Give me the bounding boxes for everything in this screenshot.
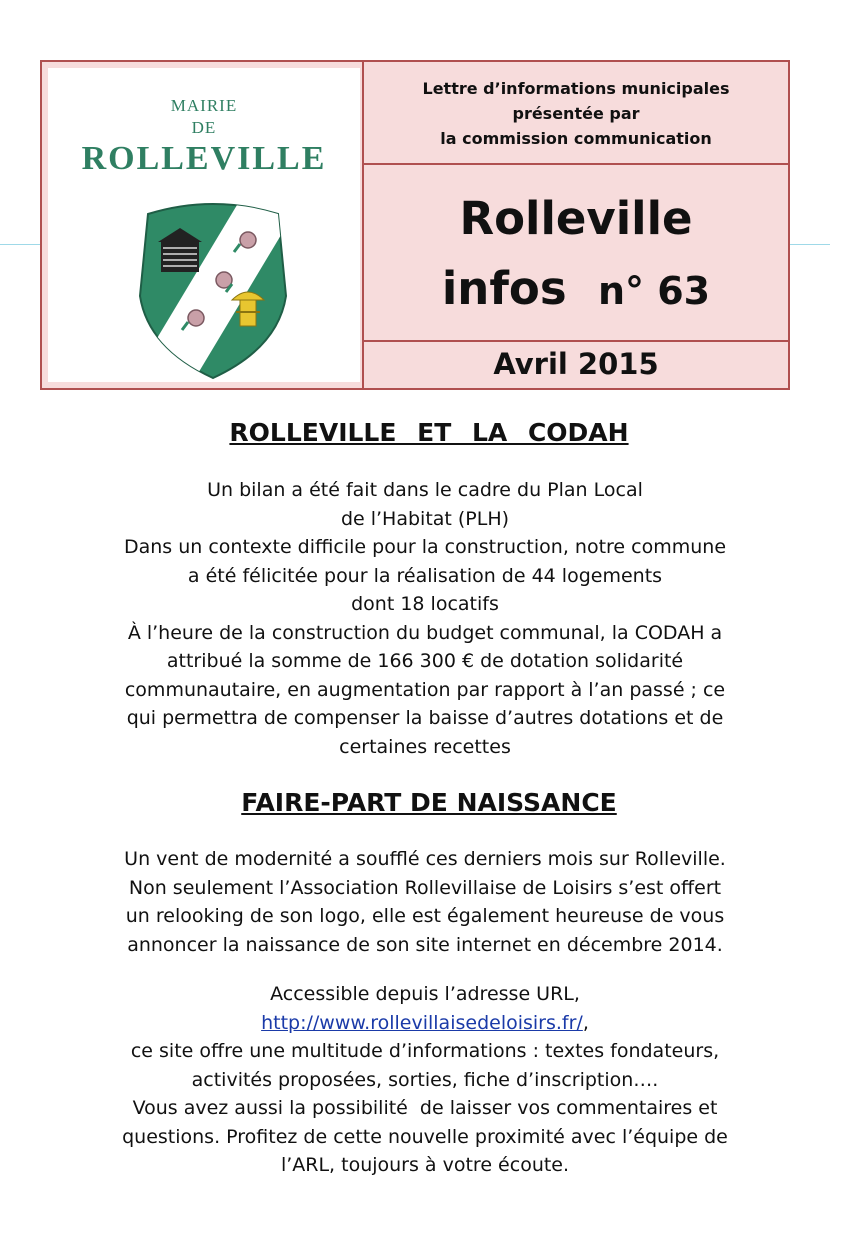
text-line: qui permettra de compenser la baisse d’autres dotations et de [126, 707, 724, 729]
codah-paragraph [20, 476, 830, 761]
logo-text-rolleville: ROLLEVILLE [81, 140, 327, 177]
birth-intro-paragraph [20, 845, 830, 959]
text-line: Un bilan a été fait dans le cadre du Plan Local [207, 479, 643, 501]
birth-site-paragraph [20, 980, 830, 1180]
title-issue [364, 254, 788, 326]
text-line: activités proposées, sorties, fiche d’inscription…. [191, 1068, 659, 1091]
masthead [40, 60, 790, 390]
text-line: a été félicitée pour la réalisation de 44 logements [187, 564, 663, 587]
text-line: Un vent de modernité a soufflé ces derniers mois sur Rolleville. [124, 848, 726, 870]
text-line: Vous avez aussi la possibilité de laisser vos commentaires et [132, 1097, 718, 1119]
logo-text-de: DE [191, 118, 217, 137]
tagline-line: Lettre d’informations municipales [422, 79, 730, 98]
title-rolleville: Rolleville [459, 192, 693, 245]
divider-top [362, 163, 788, 165]
text-line: certaines recettes [339, 735, 511, 758]
issue-number: n° 63 [597, 269, 711, 313]
divider-bottom [362, 340, 788, 342]
text-line: Non seulement l’Association Rollevillaise de Loisirs s’est offert [128, 876, 722, 899]
text-line: de l’Habitat (PLH) [340, 507, 510, 530]
text-line: annoncer la naissance de son site internet en décembre 2014. [127, 933, 723, 956]
tagline [364, 76, 788, 151]
text-line: questions. Profitez de cette nouvelle proximité avec l’équipe de [122, 1125, 728, 1148]
mairie-logo [48, 68, 360, 382]
coat-of-arms-icon [128, 200, 298, 380]
text-line: dont 18 locatifs [351, 593, 499, 615]
url-suffix: , [582, 1011, 589, 1034]
tagline-line: la commission communication [440, 129, 712, 148]
issue-date: Avril 2015 [493, 347, 659, 381]
text-line: l’ARL, toujours à votre écoute. [280, 1154, 570, 1176]
title-infos: infos [441, 262, 567, 315]
logo-text-mairie: MAIRIE [170, 96, 238, 115]
text-line: communautaire, en augmentation par rapport à l’an passé ; ce [124, 678, 726, 701]
text-line: un relooking de son logo, elle est également heureuse de vous [125, 905, 725, 927]
text-line: À l’heure de la construction du budget communal, la CODAH a [127, 621, 723, 644]
section-title-birth: FAIRE-PART DE NAISSANCE [241, 788, 617, 817]
website-link[interactable]: http://www.rollevillaisedeloisirs.fr/ [261, 1011, 583, 1034]
newsletter-title [364, 184, 788, 326]
text-line: Accessible depuis l’adresse URL, [270, 983, 580, 1005]
section-title-codah: ROLLEVILLE ET LA CODAH [229, 418, 629, 447]
url-line [20, 1009, 830, 1038]
tagline-line: présentée par [512, 104, 640, 123]
text-line: Dans un contexte difficile pour la construction, notre commune [123, 536, 727, 558]
text-line: ce site offre une multitude d’informations : textes fondateurs, [130, 1040, 720, 1062]
text-line: attribué la somme de 166 300 € de dotation solidarité [166, 650, 684, 672]
